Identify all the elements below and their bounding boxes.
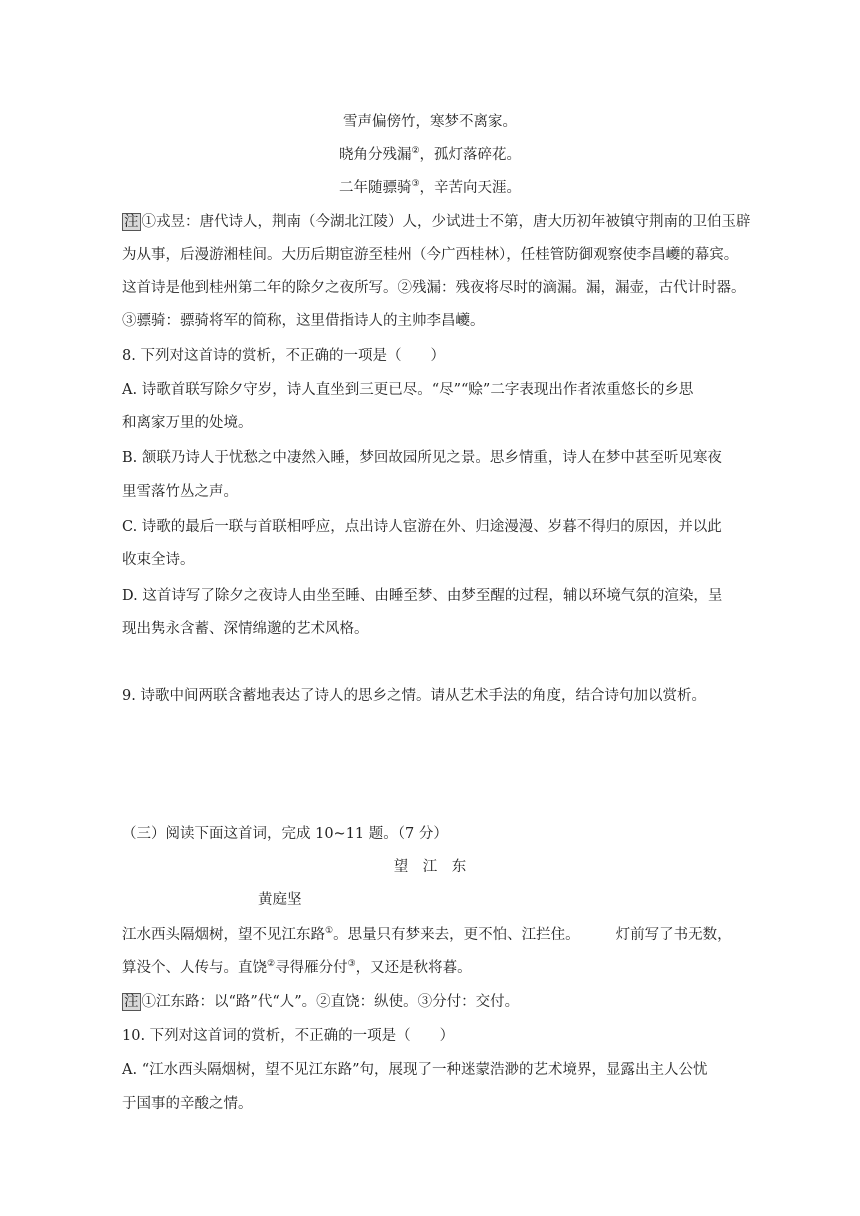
note1-line-4 <box>122 311 485 331</box>
q8-option-d-text-2: 现出隽永含蓄、深情绵邈的艺术风格。 <box>122 621 369 637</box>
ci-title <box>0 857 860 877</box>
ci-line-2-a: 算没个、人传与。直饶 <box>122 960 267 976</box>
ci-line-2-b: 寻得雁分付 <box>275 960 348 976</box>
note-tag-box: 注 <box>124 214 139 230</box>
poem-line-1-text: 雪声偏傍竹，寒梦不离家。 <box>343 114 517 130</box>
q8-option-b-line-1 <box>122 448 722 468</box>
question-8-stem <box>122 346 445 366</box>
q8-option-a-text-2: 和离家万里的处境。 <box>122 415 253 431</box>
poem-line-1 <box>0 112 860 132</box>
ci-line-1-a: 江水西头隔烟树，望不见江东路 <box>122 927 325 943</box>
note1-text-4: ③骠骑：骠骑将军的简称，这里借指诗人的主帅李昌巙。 <box>122 313 485 329</box>
q8-option-a-line-2 <box>122 413 253 433</box>
note1-line-1 <box>122 212 751 232</box>
note1-text-1: ①戎昱：唐代诗人，荆南（今湖北江陵）人，少试进士不第，唐大历初年被镇守荆南的卫伯玉辟 <box>141 214 751 230</box>
q8-option-b-text-1: B. 颔联乃诗人于忧愁之中凄然入睡，梦回故园所见之景。思乡情重，诗人在梦中甚至听见寒夜 <box>122 450 722 466</box>
question-10-stem <box>122 1026 454 1046</box>
poem-line-2-text-a: 晓角分残漏 <box>338 147 412 163</box>
poem-line-3-text-a: 二年随骠骑 <box>338 180 412 196</box>
q8-option-d-line-2 <box>122 619 369 639</box>
note1-line-3 <box>122 278 746 298</box>
ci-line-1 <box>122 925 732 945</box>
q10-option-a-line-2 <box>122 1094 253 1114</box>
q8-option-b-text-2: 里雪落竹丛之声。 <box>122 484 238 500</box>
note2-tag-box: 注 <box>124 994 139 1010</box>
question-9-stem <box>122 686 706 706</box>
q8-option-c-text-1: C. 诗歌的最后一联与首联相呼应，点出诗人宦游在外、归途漫漫、岁暮不得归的原因，并以此 <box>122 519 722 535</box>
note2-text: ①江东路：以“路”代“人”。②直饶：纵使。③分付：交付。 <box>141 994 520 1010</box>
q8-option-d-line-1 <box>122 586 722 606</box>
section-3-heading-text: （三）阅读下面这首词，完成 10~11 题。（7 分） <box>122 826 448 842</box>
poem-line-2-text-b: ，孤灯落碎花。 <box>419 147 522 163</box>
question-10-stem-text: 10. 下列对这首词的赏析，不正确的一项是（ ） <box>122 1028 455 1044</box>
question-8-stem-text: 8. 下列对这首诗的赏析，不正确的一项是（ ） <box>122 348 445 364</box>
section-3-heading <box>122 824 448 844</box>
poem-line-2 <box>0 145 860 165</box>
q10-option-a-text-2: 于国事的辛酸之情。 <box>122 1096 253 1112</box>
ci-footnote-marker-1: ① <box>325 926 334 937</box>
q10-option-a-line-1 <box>122 1060 708 1080</box>
q8-option-c-line-1 <box>122 517 722 537</box>
ci-author <box>258 890 302 910</box>
ci-line-2 <box>122 958 472 978</box>
ci-author-text: 黄庭坚 <box>258 892 302 908</box>
note1-line-2 <box>122 245 738 265</box>
poem-line-3-text-b: ，辛苦向天涯。 <box>419 180 522 196</box>
note1-text-2: 为从事，后漫游湘桂间。大历后期宦游至桂州（今广西桂林），任桂管防御观察使李昌巙的幕宾。 <box>122 247 739 263</box>
q8-option-a-text-1: A. 诗歌首联写除夕守岁，诗人直坐到三更已尽。“尽”“赊”二字表现出作者浓重悠长的乡思 <box>122 382 694 398</box>
footnote-marker-2: ② <box>411 146 420 157</box>
ci-line-1-c: 灯前写了书无数， <box>615 927 732 943</box>
poem-line-3 <box>0 178 860 198</box>
ci-footnote-marker-2: ② <box>267 959 276 970</box>
note2-line <box>122 992 519 1012</box>
question-9-stem-text: 9. 诗歌中间两联含蓄地表达了诗人的思乡之情。请从艺术手法的角度，结合诗句加以赏析。 <box>122 688 706 704</box>
q10-option-a-text-1: A. “江水西头隔烟树，望不见江东路”句，展现了一种迷蒙浩渺的艺术境界，显露出主人公忧 <box>122 1062 708 1078</box>
ci-line-1-b: 。思量只有梦来去，更不怕、江拦住。 <box>333 927 580 943</box>
q8-option-c-line-2 <box>122 550 195 570</box>
ci-footnote-marker-3: ③ <box>347 959 356 970</box>
ci-title-text: 望 江 东 <box>393 859 467 875</box>
note1-text-3: 这首诗是他到桂州第二年的除夕之夜所写。②残漏：残夜将尽时的滴漏。漏，漏壶，古代计时器。 <box>122 280 746 296</box>
footnote-marker-3: ③ <box>411 179 420 190</box>
ci-line-2-c: ，又还是秋将暮。 <box>355 960 472 976</box>
q8-option-d-text-1: D. 这首诗写了除夕之夜诗人由坐至睡、由睡至梦、由梦至醒的过程，辅以环境气氛的渲染，呈 <box>122 588 723 604</box>
q8-option-b-line-2 <box>122 482 238 502</box>
q8-option-a-line-1 <box>122 380 693 400</box>
q8-option-c-text-2: 收束全诗。 <box>122 552 195 568</box>
